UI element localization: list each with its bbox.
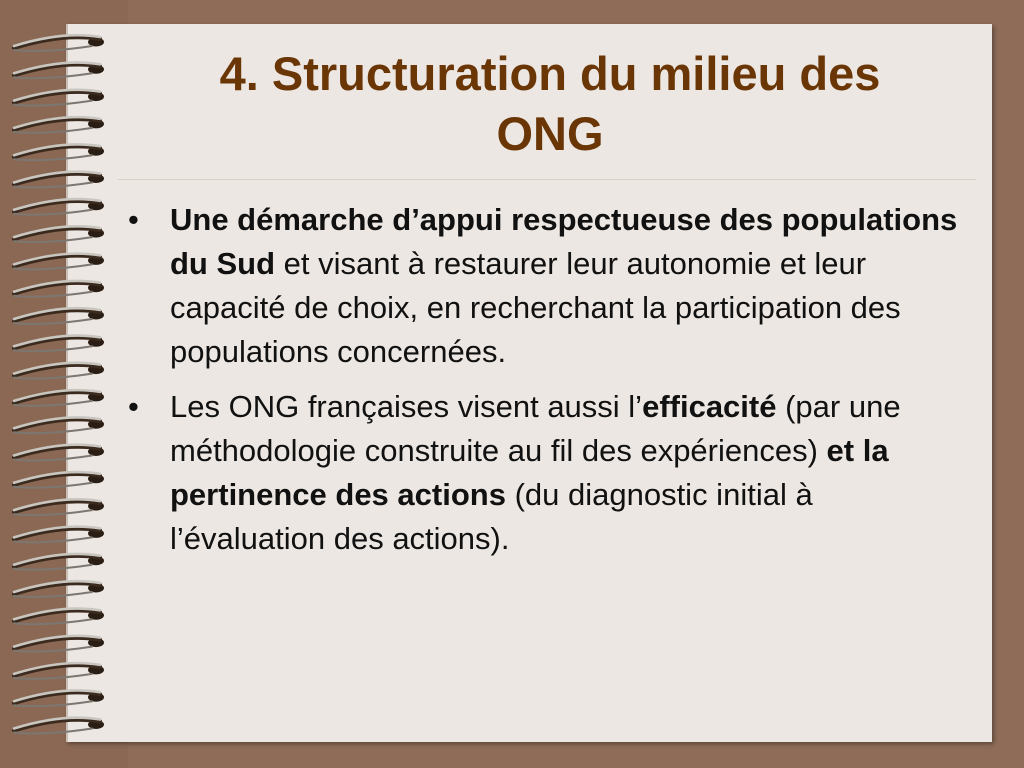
bullet-marker: • xyxy=(128,389,139,424)
bullet-2-text-start: Les ONG françaises visent aussi l’ xyxy=(170,389,643,424)
bullet-list xyxy=(128,198,963,572)
spiral-ring xyxy=(14,199,104,215)
bullet-1-bold-intro: Une démarche d’appui respectueuse des populations du Sud xyxy=(170,202,958,281)
spiral-ring xyxy=(14,144,104,160)
bullet-item-2 xyxy=(128,385,963,561)
title-line-2: ONG xyxy=(496,107,604,160)
spiral-ring xyxy=(14,417,104,433)
slide-title xyxy=(130,44,970,164)
spiral-ring xyxy=(14,172,104,188)
spiral-ring xyxy=(14,445,104,461)
spiral-ring xyxy=(14,527,104,543)
bullet-2-bold-efficacite: efficacité xyxy=(642,389,777,424)
bullet-marker: • xyxy=(128,202,139,237)
bullet-2-text-middle: (par une méthodologie construite au fil des expériences) xyxy=(170,389,901,468)
spiral-ring xyxy=(14,90,104,106)
title-line-1: 4. Structuration du milieu des xyxy=(219,47,881,100)
spiral-ring xyxy=(14,554,104,570)
bullet-1-text: et visant à restaurer leur autonomie et leur capacité de choix, en recherchant la participation des populations concernées. xyxy=(170,246,901,369)
bullet-item-1 xyxy=(128,198,963,374)
spiral-ring xyxy=(14,663,104,679)
spiral-ring xyxy=(14,35,104,51)
spiral-binding-icon xyxy=(0,0,130,768)
spiral-ring xyxy=(14,499,104,515)
spiral-ring xyxy=(14,62,104,78)
spiral-ring xyxy=(14,690,104,706)
title-divider xyxy=(118,179,976,180)
spiral-ring xyxy=(14,608,104,624)
bullet-2-bold-pertinence: et la pertinence des actions xyxy=(170,433,889,512)
spiral-ring xyxy=(14,581,104,597)
spiral-ring xyxy=(14,226,104,242)
spiral-ring xyxy=(14,363,104,379)
bullet-2-text-end: (du diagnostic initial à l’évaluation des actions). xyxy=(170,477,813,556)
spiral-ring xyxy=(14,636,104,652)
spiral-ring xyxy=(14,254,104,270)
spiral-ring xyxy=(14,308,104,324)
spiral-ring xyxy=(14,472,104,488)
spiral-ring xyxy=(14,117,104,133)
spiral-ring xyxy=(14,281,104,297)
spiral-ring xyxy=(14,390,104,406)
spiral-ring xyxy=(14,335,104,351)
spiral-ring xyxy=(14,718,104,734)
